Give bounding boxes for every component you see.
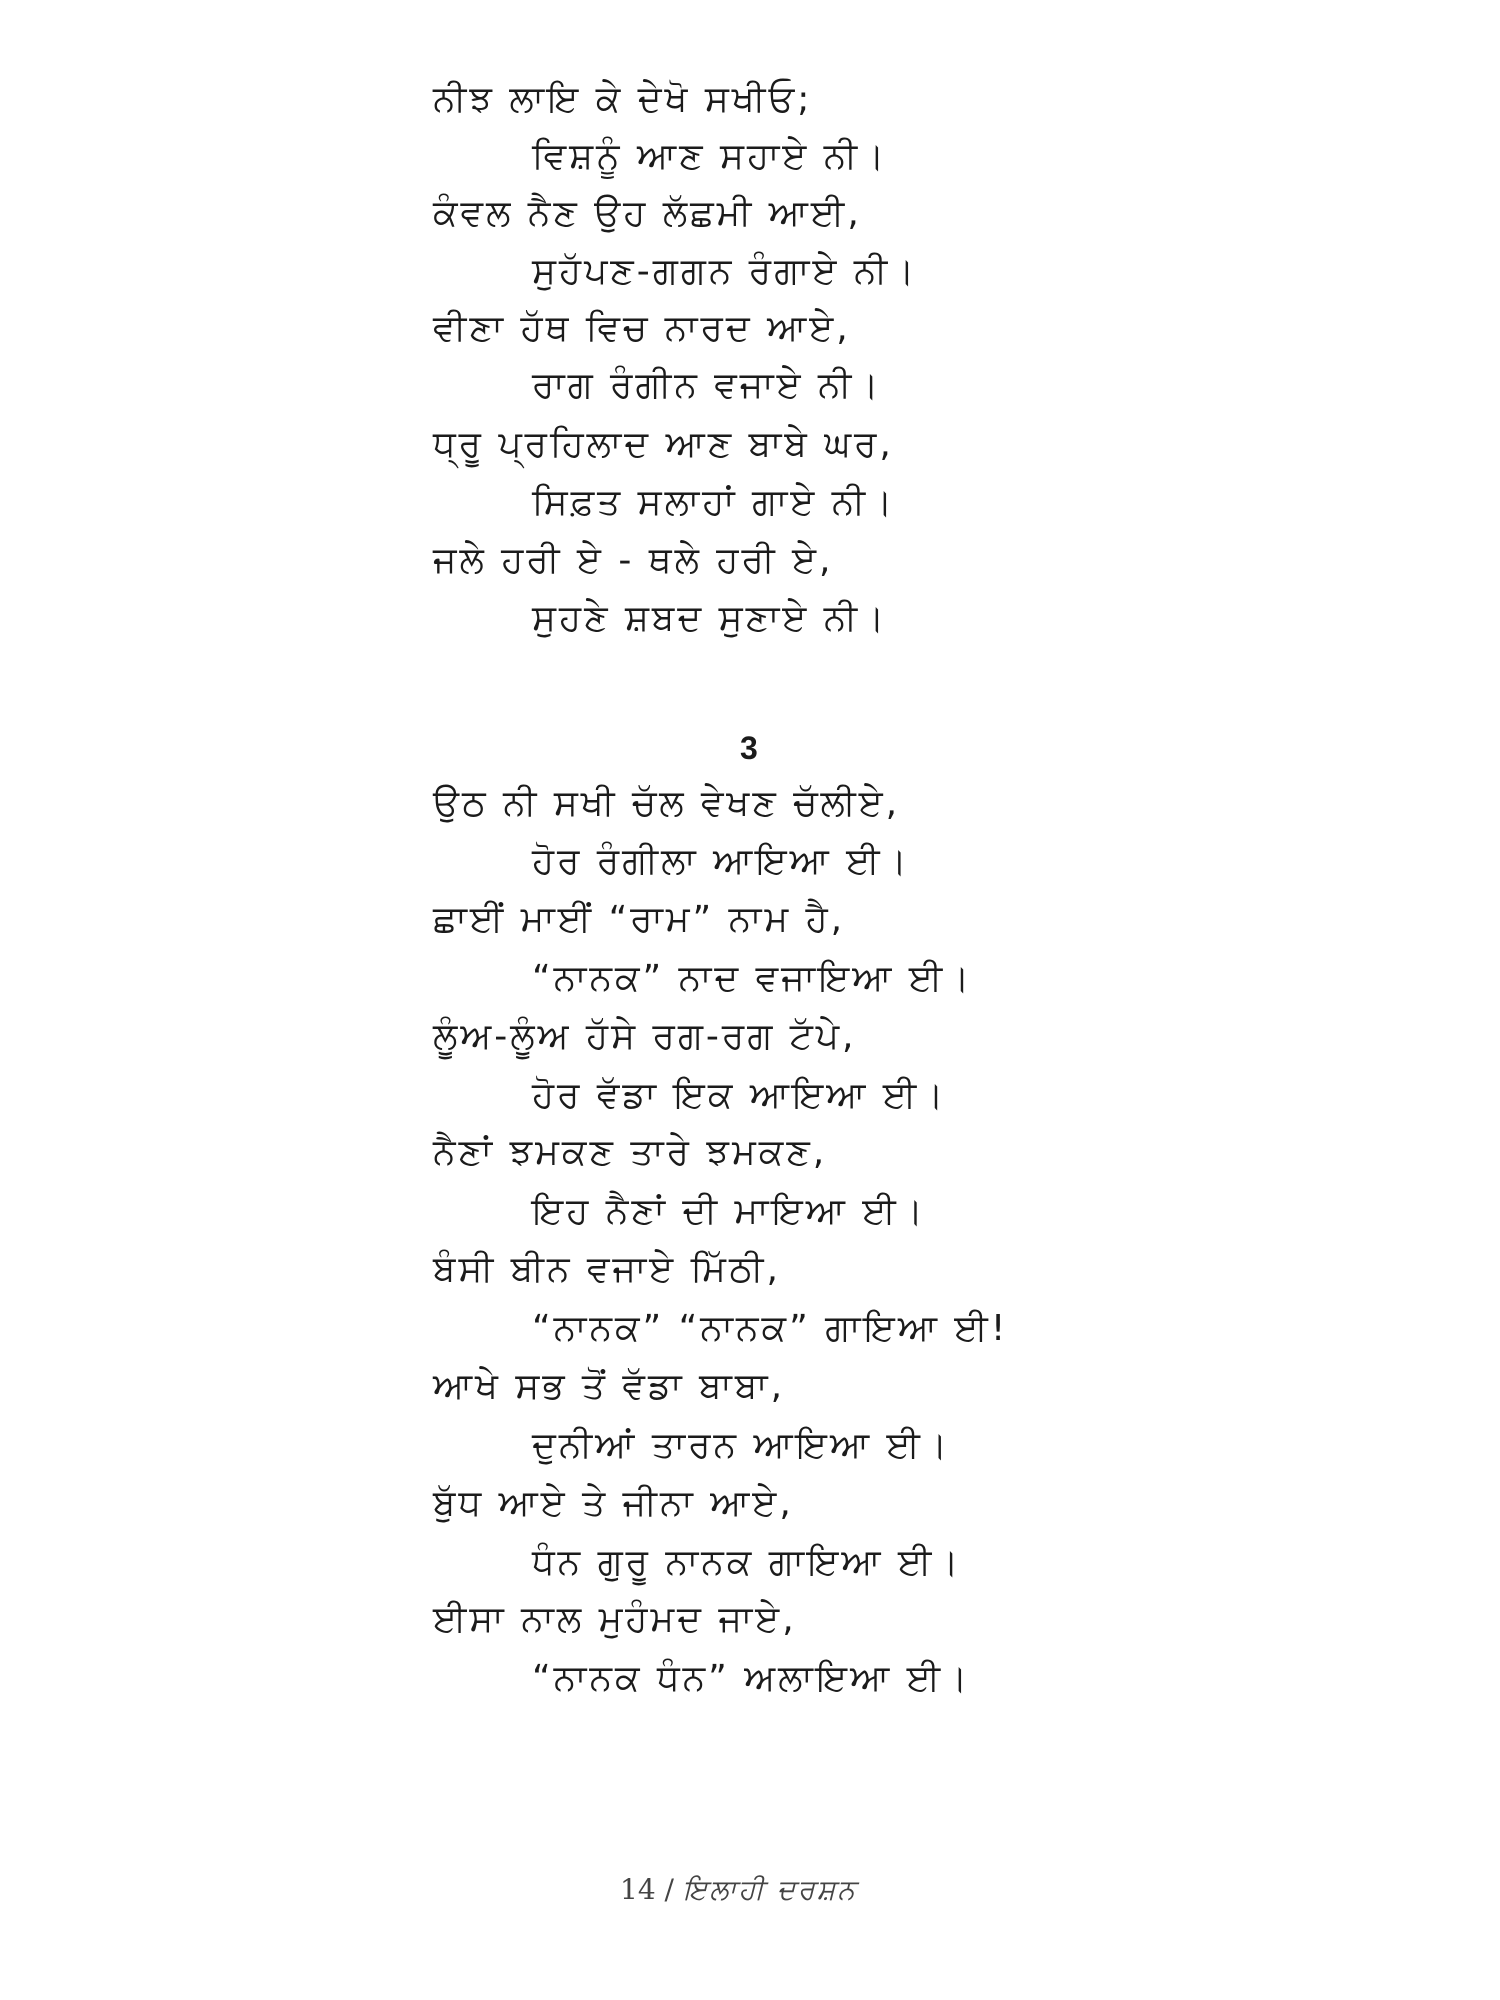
verse-line: ਨੀਝ ਲਾਇ ਕੇ ਦੇਖੋ ਸਖੀਓ;	[433, 79, 813, 120]
page-number: 14	[620, 1873, 656, 1906]
verse-line: “ਨਾਨਕ ਧੰਨ” ਅਲਾਇਆ ਈ।	[532, 1658, 971, 1699]
verse-line: ਵਿਸ਼ਨੂੰ ਆਣ ਸਹਾਏ ਨੀ।	[532, 136, 888, 177]
verse-line: ਹੋਰ ਵੱਡਾ ਇਕ ਆਇਆ ਈ।	[532, 1075, 947, 1116]
verse-line: “ਨਾਨਕ” ਨਾਦ ਵਜਾਇਆ ਈ।	[532, 958, 973, 999]
verse-line: ਧੰਨ ਗੁਰੂ ਨਾਨਕ ਗਾਇਆ ਈ।	[532, 1542, 962, 1583]
verse-line: ਦੁਨੀਆਂ ਤਾਰਨ ਆਇਆ ਈ।	[532, 1425, 951, 1466]
verse-line: ਵੀਣਾ ਹੱਥ ਵਿਚ ਨਾਰਦ ਆਏ,	[433, 308, 851, 349]
verse-line: ਜਲੇ ਹਰੀ ਏ - ਥਲੇ ਹਰੀ ਏ,	[433, 540, 834, 581]
verse-line: ਹੋਰ ਰੰਗੀਲਾ ਆਇਆ ਈ।	[532, 841, 910, 882]
stanza-number: 3	[740, 730, 758, 766]
verse-line: ਇਹ ਨੈਣਾਂ ਦੀ ਮਾਇਆ ਈ।	[532, 1191, 927, 1232]
verse-line: ਕੰਵਲ ਨੈਣ ਉਹ ਲੱਛਮੀ ਆਈ,	[433, 193, 862, 234]
page-footer	[620, 1872, 857, 1908]
verse-line: ਆਖੇ ਸਭ ਤੋਂ ਵੱਡਾ ਬਾਬਾ,	[433, 1366, 786, 1407]
verse-line: ਸੁਹਣੇ ਸ਼ਬਦ ਸੁਣਾਏ ਨੀ।	[532, 598, 888, 639]
verse-line: ਰਾਗ ਰੰਗੀਨ ਵਜਾਏ ਨੀ।	[532, 365, 882, 406]
book-title: ਇਲਾਹੀ ਦਰਸ਼ਨ	[682, 1873, 857, 1906]
verse-line: ਨੈਣਾਂ ਝਮਕਣ ਤਾਰੇ ਝਮਕਣ,	[433, 1132, 828, 1173]
verse-line: ਉਠ ਨੀ ਸਖੀ ਚੱਲ ਵੇਖਣ ਚੱਲੀਏ,	[433, 783, 901, 824]
verse-line: ਸਿਫ਼ਤ ਸਲਾਹਾਂ ਗਾਏ ਨੀ।	[532, 482, 896, 523]
verse-line: ਬੁੱਧ ਆਏ ਤੇ ਜੀਨਾ ਆਏ,	[433, 1483, 794, 1524]
verse-line: ਈਸਾ ਨਾਲ ਮੁਹੰਮਦ ਜਾਏ,	[433, 1599, 797, 1640]
footer-separator: /	[664, 1873, 674, 1906]
verse-line: ਲੂੰਅ-ਲੂੰਅ ਹੱਸੇ ਰਗ-ਰਗ ਟੱਪੇ,	[433, 1016, 857, 1057]
verse-line: ਛਾਈਂ ਮਾਈਂ “ਰਾਮ” ਨਾਮ ਹੈ,	[433, 899, 846, 940]
verse-line: ਸੁਹੱਪਣ-ਗਗਨ ਰੰਗਾਏ ਨੀ।	[532, 251, 918, 292]
verse-line: ਬੰਸੀ ਬੀਨ ਵਜਾਏ ਮਿੱਠੀ,	[433, 1249, 781, 1290]
verse-line: ਧ੍ਰੂ ਪ੍ਰਹਿਲਾਦ ਆਣ ਬਾਬੇ ਘਰ,	[433, 424, 894, 465]
verse-line: “ਨਾਨਕ” “ਨਾਨਕ” ਗਾਇਆ ਈ!	[532, 1308, 1009, 1349]
